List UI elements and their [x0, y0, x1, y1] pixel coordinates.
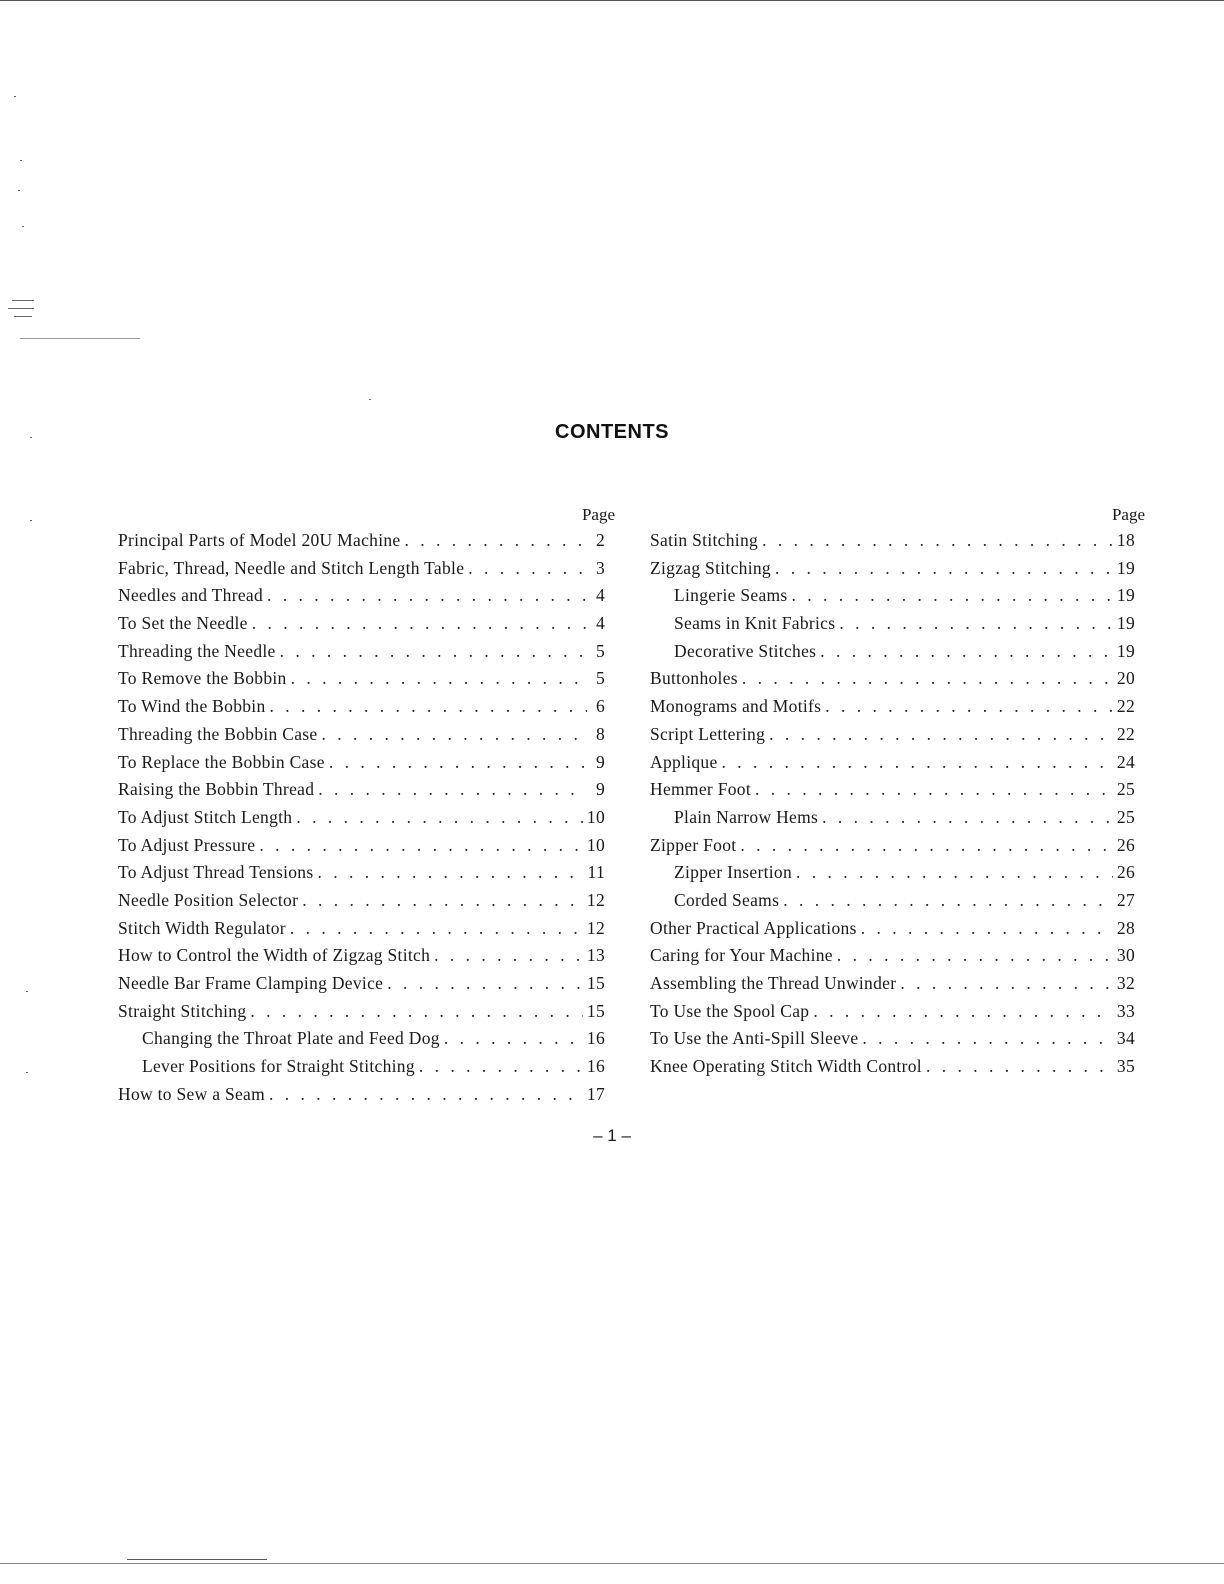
- toc-leader-dots: [762, 527, 1113, 555]
- toc-entry-title: Other Practical Applications: [650, 917, 857, 938]
- toc-entry: [650, 859, 1135, 887]
- toc-entry: [650, 832, 1135, 860]
- toc-leader-dots: [837, 942, 1113, 970]
- toc-entry-title: Threading the Bobbin Case: [118, 723, 318, 744]
- toc-entry: [118, 610, 605, 638]
- scan-speck: [26, 991, 28, 992]
- toc-entry-title: How to Control the Width of Zigzag Stitch: [118, 945, 431, 966]
- toc-entry: [650, 610, 1135, 638]
- toc-entry-title: Lever Positions for Straight Stitching: [142, 1056, 415, 1077]
- top-scan-rule: [0, 0, 1224, 1]
- toc-entry: [650, 1053, 1135, 1081]
- toc-entry-title: Raising the Bobbin Thread: [118, 779, 315, 800]
- toc-entry-page: 4: [595, 613, 605, 634]
- toc-entry-page: 15: [586, 1000, 605, 1021]
- toc-entry-page: 12: [586, 917, 605, 938]
- toc-entry: [650, 970, 1135, 998]
- toc-entry-page: 19: [1116, 613, 1135, 634]
- toc-leader-dots: [321, 721, 587, 749]
- toc-leader-dots: [317, 859, 583, 887]
- toc-list-right: [650, 527, 1135, 1081]
- toc-leader-dots: [926, 1053, 1113, 1081]
- toc-entry-title: To Adjust Pressure: [118, 834, 256, 855]
- toc-entry-page: 25: [1116, 806, 1135, 827]
- bottom-link-rule: [127, 1559, 267, 1560]
- toc-leader-dots: [329, 749, 587, 777]
- scan-speck: [20, 338, 140, 339]
- toc-entry-title: To Adjust Stitch Length: [118, 806, 293, 827]
- toc-entry-title: Assembling the Thread Unwinder: [650, 973, 897, 993]
- toc-leader-dots: [291, 665, 587, 693]
- toc-leader-dots: [302, 887, 583, 915]
- scan-speck: [369, 399, 371, 400]
- toc-leader-dots: [900, 970, 1113, 998]
- toc-entry: [118, 582, 605, 610]
- toc-entry-title: To Use the Anti-Spill Sleeve: [650, 1028, 859, 1049]
- toc-entry-page: 13: [586, 945, 605, 966]
- toc-entry: [118, 970, 605, 998]
- scan-speck: [14, 96, 16, 97]
- toc-leader-dots: [825, 693, 1113, 721]
- toc-entry: [118, 887, 605, 915]
- toc-leader-dots: [813, 998, 1113, 1026]
- toc-entry-title: Caring for Your Machine: [650, 945, 833, 966]
- toc-entry-page: 8: [595, 723, 605, 744]
- toc-leader-dots: [252, 610, 587, 638]
- toc-entry: [118, 638, 605, 666]
- toc-entry-title: Buttonholes: [650, 668, 738, 689]
- toc-entry: [118, 527, 605, 555]
- toc-leader-dots: [740, 832, 1112, 860]
- toc-entry-title: To Use the Spool Cap: [650, 1000, 810, 1021]
- toc-leader-dots: [742, 665, 1113, 693]
- toc-leader-dots: [783, 887, 1113, 915]
- page-number: – 1 –: [593, 1126, 631, 1145]
- toc-entry: [650, 582, 1135, 610]
- toc-entry-page: 16: [586, 1028, 605, 1049]
- scan-speck: [22, 226, 24, 227]
- toc-entry-title: Stitch Width Regulator: [118, 917, 286, 938]
- toc-entry-title: Plain Narrow Hems: [674, 806, 819, 827]
- toc-entry: [650, 998, 1135, 1026]
- toc-entry: [650, 721, 1135, 749]
- toc-entry-title: Needle Position Selector: [118, 889, 299, 910]
- toc-entry-title: How to Sew a Seam: [118, 1083, 266, 1104]
- toc-entry: [118, 665, 605, 693]
- toc-entry-page: 5: [595, 668, 605, 689]
- toc-entry: [650, 942, 1135, 970]
- toc-leader-dots: [267, 582, 587, 610]
- toc-entry: [118, 832, 605, 860]
- toc-leader-dots: [796, 859, 1113, 887]
- toc-entry-page: 35: [1116, 1056, 1135, 1077]
- toc-entry-page: 18: [1116, 530, 1135, 550]
- toc-leader-dots: [468, 555, 587, 583]
- toc-leader-dots: [259, 832, 583, 860]
- toc-entry: [650, 887, 1135, 915]
- toc-leader-dots: [290, 915, 583, 943]
- toc-entry-title: Changing the Throat Plate and Feed Dog: [142, 1028, 440, 1049]
- scan-speck: [30, 520, 32, 521]
- toc-entry: [118, 1025, 605, 1053]
- toc-column-left: [118, 503, 615, 1108]
- toc-entry: [650, 693, 1135, 721]
- toc-entry-title: Needle Bar Frame Clamping Device: [118, 973, 384, 993]
- toc-entry-page: 22: [1116, 723, 1135, 744]
- toc-entry-title: Threading the Needle: [118, 640, 276, 661]
- toc-entry: [118, 721, 605, 749]
- toc-leader-dots: [434, 942, 583, 970]
- scan-speck: [20, 160, 22, 161]
- toc-entry-page: 4: [595, 585, 605, 606]
- toc-leader-dots: [318, 776, 587, 804]
- toc-leader-dots: [822, 804, 1113, 832]
- toc-leader-dots: [861, 915, 1113, 943]
- toc-leader-dots: [792, 582, 1113, 610]
- toc-leader-dots: [250, 998, 583, 1026]
- toc-entry-page: 11: [587, 862, 605, 883]
- toc-entry: [118, 1053, 605, 1081]
- toc-entry-title: Script Lettering: [650, 723, 766, 744]
- toc-entry-page: 15: [586, 973, 605, 993]
- scan-speck: [12, 300, 34, 301]
- toc-entry-title: Knee Operating Stitch Width Control: [650, 1056, 922, 1077]
- toc-entry-page: 19: [1116, 557, 1135, 578]
- toc-entry-page: 27: [1116, 889, 1135, 910]
- toc-entry-title: Decorative Stitches: [674, 640, 817, 661]
- toc-entry-title: To Replace the Bobbin Case: [118, 751, 325, 772]
- toc-entry-page: 22: [1116, 696, 1135, 717]
- toc-leader-dots: [839, 610, 1113, 638]
- toc-entry-title: To Remove the Bobbin: [118, 668, 287, 689]
- toc-entry: [650, 804, 1135, 832]
- toc-entry: [118, 776, 605, 804]
- toc-entry-page: 33: [1116, 1000, 1135, 1021]
- toc-leader-dots: [269, 1081, 583, 1109]
- toc-entry-title: Satin Stitching: [650, 530, 759, 550]
- toc-leader-dots: [280, 638, 587, 666]
- toc-entry-page: 17: [586, 1083, 605, 1104]
- toc-entry-title: Monograms and Motifs: [650, 696, 822, 717]
- page-column-label: Page: [1111, 505, 1145, 524]
- toc-entry: [118, 555, 605, 583]
- toc-leader-dots: [405, 527, 588, 555]
- toc-entry: [118, 915, 605, 943]
- toc-entry-title: Zipper Insertion: [674, 862, 793, 883]
- toc-leader-dots: [755, 776, 1113, 804]
- toc-leader-dots: [722, 749, 1113, 777]
- toc-entry-title: Seams in Knit Fabrics: [674, 613, 836, 634]
- toc-entry-page: 12: [586, 889, 605, 910]
- toc-entry-page: 28: [1116, 917, 1135, 938]
- toc-entry-title: Straight Stitching: [118, 1000, 247, 1021]
- scan-speck: [18, 190, 20, 191]
- toc-leader-dots: [296, 804, 583, 832]
- toc-entry-title: Zipper Foot: [650, 834, 737, 855]
- toc-entry-title: To Wind the Bobbin: [118, 696, 266, 717]
- toc-entry-page: 24: [1116, 751, 1135, 772]
- toc-entry-page: 5: [595, 640, 605, 661]
- toc-entry: [650, 776, 1135, 804]
- toc-entry-page: 9: [595, 751, 605, 772]
- toc-entry-page: 25: [1116, 779, 1135, 800]
- toc-entry-page: 10: [586, 834, 605, 855]
- toc-entry: [118, 749, 605, 777]
- toc-leader-dots: [270, 693, 587, 721]
- toc-column-right: [650, 503, 1145, 1081]
- toc-entry-title: Fabric, Thread, Needle and Stitch Length Table: [118, 557, 465, 578]
- toc-entry: [118, 693, 605, 721]
- toc-leader-dots: [862, 1025, 1112, 1053]
- toc-entry-page: 16: [586, 1056, 605, 1077]
- toc-entry: [118, 998, 605, 1026]
- toc-entry: [650, 638, 1135, 666]
- toc-entry: [650, 665, 1135, 693]
- toc-entry: [118, 942, 605, 970]
- toc-leader-dots: [820, 638, 1113, 666]
- toc-entry: [650, 749, 1135, 777]
- toc-leader-dots: [419, 1053, 583, 1081]
- toc-leader-dots: [769, 721, 1113, 749]
- page-column-label: Page: [581, 505, 615, 524]
- toc-entry-page: 9: [595, 779, 605, 800]
- toc-entry-page: 19: [1116, 585, 1135, 606]
- toc-entry-title: Hemmer Foot: [650, 779, 751, 800]
- scan-speck: [26, 1072, 28, 1073]
- toc-entry-title: To Adjust Thread Tensions: [118, 862, 314, 883]
- toc-leader-dots: [775, 555, 1113, 583]
- toc-entry-title: Needles and Thread: [118, 585, 264, 606]
- scan-speck: [8, 308, 34, 309]
- toc-entry: [650, 527, 1135, 555]
- toc-entry-title: Zigzag Stitching: [650, 557, 771, 578]
- toc-entry-page: 26: [1116, 834, 1135, 855]
- toc-entry: [650, 555, 1135, 583]
- contents-heading: CONTENTS: [555, 421, 669, 443]
- toc-entry-page: 30: [1116, 945, 1135, 966]
- toc-leader-dots: [444, 1025, 583, 1053]
- toc-entry-title: Principal Parts of Model 20U Machine: [118, 530, 401, 550]
- bottom-scan-rule: [0, 1563, 1224, 1564]
- toc-entry-page: 6: [595, 696, 605, 717]
- toc-entry: [118, 1081, 605, 1109]
- toc-entry-title: Lingerie Seams: [674, 585, 788, 606]
- scan-speck: [14, 316, 32, 317]
- toc-entry-title: Corded Seams: [674, 889, 780, 910]
- toc-entry-page: 34: [1116, 1028, 1135, 1049]
- toc-entry-title: To Set the Needle: [118, 613, 248, 634]
- toc-leader-dots: [387, 970, 583, 998]
- toc-entry: [650, 1025, 1135, 1053]
- toc-entry-page: 32: [1116, 973, 1135, 993]
- toc-entry-page: 20: [1116, 668, 1135, 689]
- toc-list-left: [118, 527, 605, 1108]
- toc-entry: [650, 915, 1135, 943]
- toc-entry-page: 26: [1116, 862, 1135, 883]
- toc-entry-page: 10: [586, 806, 605, 827]
- toc-entry-page: 2: [595, 530, 605, 550]
- toc-entry-page: 3: [595, 557, 605, 578]
- toc-entry-title: Applique: [650, 751, 718, 772]
- toc-entry: [118, 804, 605, 832]
- toc-entry-page: 19: [1116, 640, 1135, 661]
- toc-entry: [118, 859, 605, 887]
